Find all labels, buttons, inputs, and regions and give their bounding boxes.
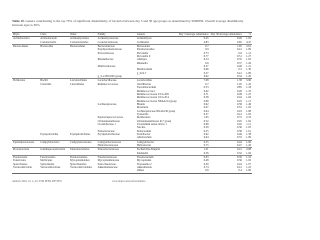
cell-day3: 0.7 — [205, 45, 209, 49]
header-order: Order — [69, 33, 97, 37]
table-label: Table 10. — [12, 19, 25, 23]
cell-pct: 1.06 — [246, 71, 251, 75]
cell-pct: 1.00 — [246, 140, 251, 144]
table-body — [12, 37, 252, 173]
cell-phyla: Spirochaetes — [13, 162, 28, 166]
cell-day3: 0.68 — [203, 122, 209, 126]
cell-day30: 0.41 — [236, 166, 242, 170]
cell-order: Spirochaetales — [69, 162, 87, 166]
cell-family: Fusobacteriaceae — [97, 156, 117, 160]
cell-day30: 0.44 — [236, 162, 242, 166]
cell-day3: 0.71 — [203, 92, 209, 96]
cell-genus: Campylobacter — [136, 140, 154, 144]
cell-day3: 0.62 — [203, 89, 209, 93]
cell-family: g_S-2-000-000 group — [97, 75, 136, 79]
cell-family: Porphyromonadaceae — [97, 48, 122, 52]
cell-genus: Ruminococcaceae UCG-005 — [136, 92, 169, 96]
cell-day3: 0.92 — [203, 102, 209, 106]
cell-family: Bacteroidaceae — [97, 45, 115, 49]
cell-day30: 0.35 — [236, 58, 242, 62]
cell-class: Campylobacteria — [40, 140, 60, 144]
cell-pct: 1.26 — [246, 61, 251, 65]
cell-pct: 1.11 — [246, 122, 251, 126]
cell-phyla: Verrucomicrobia — [13, 166, 32, 170]
cell-family: Coriobacteriaceae — [97, 41, 136, 45]
cell-family: Spirochaetaceae — [97, 162, 116, 166]
cell-pct: 1.02 — [246, 106, 251, 110]
cell-day3: 0.64 — [178, 136, 210, 140]
cell-family — [97, 169, 136, 173]
cell-family: Lactobacillaceae — [97, 79, 117, 83]
cell-day30: 0.32 — [210, 152, 243, 156]
cell-day3: 0.75 — [178, 144, 210, 148]
cell-day3: 0.66 — [203, 68, 209, 72]
cell-day30: 0.37 — [236, 61, 242, 65]
cell-day30: 0.49 — [236, 37, 242, 41]
cell-day30: 0.4 — [210, 169, 243, 173]
cell-order: Campylobacterales — [69, 140, 92, 144]
cell-day30: 0.5 — [238, 68, 242, 72]
cell-family: Campylobacteraceae — [97, 140, 121, 144]
cell-day30: 0.6 — [238, 51, 242, 55]
cell-family: Erysipelotrichaceae — [97, 132, 120, 136]
cell-pct: 1.38 — [246, 132, 251, 136]
cell-pct: 1.03 — [246, 112, 251, 116]
cell-day30: 0.85 — [236, 86, 242, 90]
cell-genus: Treponema 2 — [136, 162, 152, 166]
header-pct: % — [243, 33, 252, 37]
cell-day30: 0.44 — [236, 140, 242, 144]
footer-url: www.mdpi.com/journal/animals — [112, 180, 146, 183]
cell-day30: 0.41 — [236, 112, 242, 116]
cell-phyla: Firmicutes — [13, 79, 25, 83]
cell-genus: Fusobacterium — [136, 156, 154, 160]
caption-text: Genera contributing to the top 70% of significant dissimilarity of bacteria between day 3 and 30 age groups as determined by SIMPER. Overall average dissimilarity between ages is 36%. — [12, 19, 244, 28]
cell-phyla: Tenericutes — [13, 159, 26, 163]
cell-class: Coriobacteriia — [39, 41, 69, 45]
header-day3: Day 3 Average Abundance — [178, 33, 209, 36]
cell-day3: 0.77 — [203, 55, 209, 59]
cell-family: Eubacteriaceae — [97, 129, 115, 133]
cell-genus: Christensenellaceae R-7 group — [136, 119, 172, 123]
header-class: Class — [39, 33, 69, 37]
cell-day30: 0.47 — [210, 144, 243, 148]
cell-genus: Sarcina — [136, 126, 146, 130]
cell-genus: Clostridium sensu stricto 1 — [136, 122, 167, 126]
cell-day30: 0.65 — [210, 41, 243, 45]
cell-day3: 0.7 — [205, 82, 209, 86]
cell-day3: 0.55 — [203, 129, 209, 133]
cell-phyla: Epsilonbacteraeota — [13, 140, 35, 144]
cell-day30: 0.44 — [236, 96, 242, 100]
cell-pct: 1.22 — [246, 166, 251, 170]
cell-genus: Blautia — [136, 102, 145, 106]
cell-phyla — [12, 169, 39, 173]
cell-genus: Rikenella — [136, 61, 148, 65]
cell-order: Actinomycetales — [69, 37, 89, 41]
cell-pct: 1.09 — [246, 48, 251, 52]
cell-order: Enterobacteriales — [69, 148, 90, 152]
cell-day3: 0.52 — [203, 119, 209, 123]
cell-pct: 1.27 — [246, 55, 251, 59]
cell-day3: 0.64 — [203, 109, 209, 113]
header-day30: Day 30 Average Abundance — [210, 33, 242, 36]
cell-day3: 0.56 — [178, 152, 210, 156]
cell-order — [69, 169, 97, 173]
cell-genus: Ruminococcus 1 — [136, 89, 156, 93]
header-family: Family — [97, 33, 136, 37]
cell-pct: 1.07 — [246, 162, 251, 166]
cell-day30: 0.53 — [236, 106, 242, 110]
cell-day3: 0.63 — [203, 156, 209, 160]
cell-pct: 2.61 — [246, 45, 251, 49]
cell-day30: 0.72 — [236, 116, 242, 120]
cell-family: Akkermansiaceae — [97, 166, 118, 170]
cell-genus: Faecalibacterium — [136, 86, 157, 90]
cell-family: Enterobacteriaceae — [97, 148, 119, 152]
cell-pct: 1.04 — [243, 152, 252, 156]
cell-class: Gammaproteobacteria — [40, 148, 66, 152]
cell-class: Fusobacteriia — [40, 156, 56, 160]
cell-family: Ruminococcaceae — [97, 82, 119, 86]
cell-genus: Prevotella 9 — [136, 55, 151, 59]
cell-day30: 0.48 — [236, 92, 242, 96]
cell-day30: 0.51 — [236, 55, 242, 59]
cell-class: Verrucomicrobiae — [40, 166, 61, 170]
cell-day3: 7.08 — [203, 79, 209, 83]
cell-day30: 0.45 — [236, 99, 242, 103]
cell-day3: 0.58 — [203, 96, 209, 100]
cell-day3: 0.6 — [178, 169, 210, 173]
cell-order: Erysipelotrichales — [69, 132, 91, 136]
cell-genus: Oscillibacter — [136, 82, 152, 86]
cell-day3: 0.66 — [203, 99, 209, 103]
cell-genus: Klebsiella — [136, 152, 178, 156]
cell-pct: 1.15 — [246, 99, 251, 103]
cell-genus: Turicibacter — [136, 132, 151, 136]
cell-day3: 0.9 — [205, 48, 209, 52]
cell-pct: 1.08 — [246, 109, 251, 113]
cell-day3: 4.83 — [178, 41, 210, 45]
cell-family: Lachnospiraceae — [97, 102, 117, 106]
cell-day3: 1.65 — [203, 116, 209, 120]
cell-pct: 1.02 — [246, 159, 251, 163]
cell-day3: 0.57 — [203, 71, 209, 75]
cell-genus: Romboutsia — [136, 116, 151, 120]
cell-day30: 0.41 — [236, 148, 242, 152]
cell-day3: 0.45 — [203, 37, 209, 41]
cell-day3: 0.57 — [203, 112, 209, 116]
cell-class: Bacteroidia — [40, 45, 54, 49]
cell-pct: 2.33 — [246, 116, 251, 120]
cell-day30: 0.33 — [210, 136, 243, 140]
cell-pct: 1.05 — [246, 58, 251, 62]
cell-class: Spirochaetia — [40, 162, 55, 166]
cell-day30: 0.38 — [236, 129, 242, 133]
cell-day30: 0.36 — [236, 126, 242, 130]
cell-day30: 1.05 — [236, 82, 242, 86]
cell-genus: Eubacterium — [136, 129, 152, 133]
cell-day30: 0.46 — [236, 132, 242, 136]
cell-pct: 1.20 — [243, 75, 252, 79]
cell-class: Actinobacteria — [40, 37, 57, 41]
cell-family: Rikenellaceae — [97, 58, 114, 62]
cell-class: Mollicutes — [40, 159, 53, 163]
cell-pct: 1.01 — [246, 129, 251, 133]
cell-genus: Escherichia-Shigella — [136, 148, 160, 152]
cell-genus: Tyzzerella — [136, 112, 149, 116]
cell-family: Muribaculaceae — [97, 65, 116, 69]
cell-genus: Muribaculum — [136, 68, 153, 72]
cell-pct: 1.10 — [246, 156, 251, 160]
cell-pct: 1.18 — [246, 86, 251, 90]
cell-day3: 0.62 — [178, 75, 210, 79]
header-phyla: Phyla — [12, 33, 39, 37]
cell-phyla: Proteobacteria — [13, 148, 30, 152]
cell-genus: Parabacteroides — [136, 48, 155, 52]
cell-day3: 0.59 — [203, 126, 209, 130]
cell-day3: 0.47 — [203, 106, 209, 110]
cell-family: Christensenellaceae — [97, 119, 120, 123]
cell-genus: Mycoplasma — [136, 159, 152, 163]
cell-family: Mycoplasmataceae — [97, 159, 120, 163]
cell-day3: 0.57 — [203, 65, 209, 69]
cell-genus: Roseburia — [136, 106, 149, 110]
cell-pct: 4.47 — [243, 41, 252, 45]
cell-day3: 0.74 — [203, 166, 209, 170]
cell-day3: 0.92 — [203, 132, 209, 136]
cell-order: Clostridiales — [69, 82, 85, 86]
cell-day3: 0.55 — [203, 140, 209, 144]
cell-order: Fusobacteriales — [69, 156, 88, 160]
cell-day30: 0.43 — [236, 109, 242, 113]
cell-phyla: Bacteroidetes — [13, 45, 29, 49]
cell-day3: 0.73 — [203, 51, 209, 55]
cell-genus: Bacteroides — [136, 45, 151, 49]
cell-pct: 1.46 — [246, 102, 251, 106]
cell-class — [39, 169, 69, 173]
cell-day3: 0.53 — [203, 86, 209, 90]
cell-day30: 0.39 — [236, 156, 242, 160]
cell-family: Actinomycetaceae — [97, 37, 119, 41]
cell-day3: 0.48 — [203, 159, 209, 163]
cell-order: Coriobacteriales — [69, 41, 97, 45]
cell-pct: 5.96 — [246, 79, 251, 83]
cell-day3: 0.54 — [203, 58, 209, 62]
cell-day30: 1.65 — [236, 45, 242, 49]
cell-genus: Ruminococcaceae NK4A214 group — [136, 99, 177, 103]
cell-genus: Alistipes — [136, 58, 147, 62]
cell-genus: Prevotella — [136, 51, 149, 55]
cell-day30: 0.42 — [236, 122, 242, 126]
cell-class: Erysipelotrichia — [40, 132, 59, 136]
table-caption — [12, 19, 252, 27]
cell-pct: 1.04 — [246, 96, 251, 100]
cell-pct: 1.45 — [246, 82, 251, 86]
cell-pct: 1.05 — [246, 37, 251, 41]
cell-genus: Others — [136, 169, 178, 173]
cell-phyla: Fusobacteria — [13, 156, 28, 160]
cell-family: Clostridiaceae 1 — [97, 122, 116, 126]
header-genus: Genera — [136, 33, 178, 37]
cell-genus: Actinomyces — [136, 37, 152, 41]
cell-day3: 0.59 — [203, 162, 209, 166]
cell-pct: 1.26 — [243, 144, 252, 148]
cell-day30: 0.36 — [236, 159, 242, 163]
cell-order: Bacteroidales — [69, 45, 86, 49]
cell-class: Clostridia — [40, 82, 52, 86]
cell-order: Lactobacillales — [69, 79, 87, 83]
cell-order: Verrucomicrobiales — [69, 166, 92, 170]
cell-day30: 0.41 — [236, 48, 242, 52]
cell-pct: 1.02 — [246, 119, 251, 123]
table-row — [12, 169, 252, 173]
cell-pct: 1.25 — [246, 92, 251, 96]
cell-genus: Allobaculum — [136, 136, 178, 140]
cell-genus: g_S24-7 — [136, 71, 147, 75]
cell-genus: Akkermansia — [136, 166, 152, 170]
cell-family: Prevotellaceae — [97, 51, 114, 55]
cell-pct: 2.08 — [246, 148, 251, 152]
simper-table — [12, 32, 252, 174]
cell-pct: 1.05 — [246, 126, 251, 130]
cell-genus: Lachnospiraceae NK4A136 group — [136, 109, 176, 113]
cell-genus: Helicobacter — [136, 144, 178, 148]
cell-order: Mycoplasmatales — [69, 159, 90, 163]
cell-genus: Collinsella — [136, 41, 178, 45]
cell-day30: 0.58 — [236, 102, 242, 106]
cell-day30: 0.46 — [236, 65, 242, 69]
cell-day30: 0.34 — [210, 75, 243, 79]
cell-class: Bacilli — [40, 79, 48, 83]
cell-family: Peptostreptococcaceae — [97, 116, 123, 120]
cell-family: Helicobacteraceae — [97, 144, 136, 148]
cell-pct: 1.10 — [246, 89, 251, 93]
cell-day30: 0.45 — [236, 119, 242, 123]
cell-pct: 1.09 — [243, 136, 252, 140]
footer-citation: Animals 2020, 10, x; doi: FOR PEER REVIEW — [12, 180, 62, 183]
cell-pct: 1.00 — [243, 169, 252, 173]
cell-day30: 1.38 — [236, 79, 242, 83]
cell-phyla: Actinobacteria — [13, 37, 30, 41]
cell-day30: 0.41 — [236, 71, 242, 75]
cell-pct: 1.30 — [246, 68, 251, 72]
cell-day3: 1.31 — [203, 148, 209, 152]
cell-genus: Lactobacillus — [136, 79, 152, 83]
cell-genus: Ruminococcaceae UCG-014 — [136, 96, 169, 100]
cell-pct: 1.12 — [246, 51, 251, 55]
cell-day3: 0.6 — [205, 61, 209, 65]
cell-day30: 0.49 — [236, 89, 242, 93]
cell-pct: 1.21 — [246, 65, 251, 69]
